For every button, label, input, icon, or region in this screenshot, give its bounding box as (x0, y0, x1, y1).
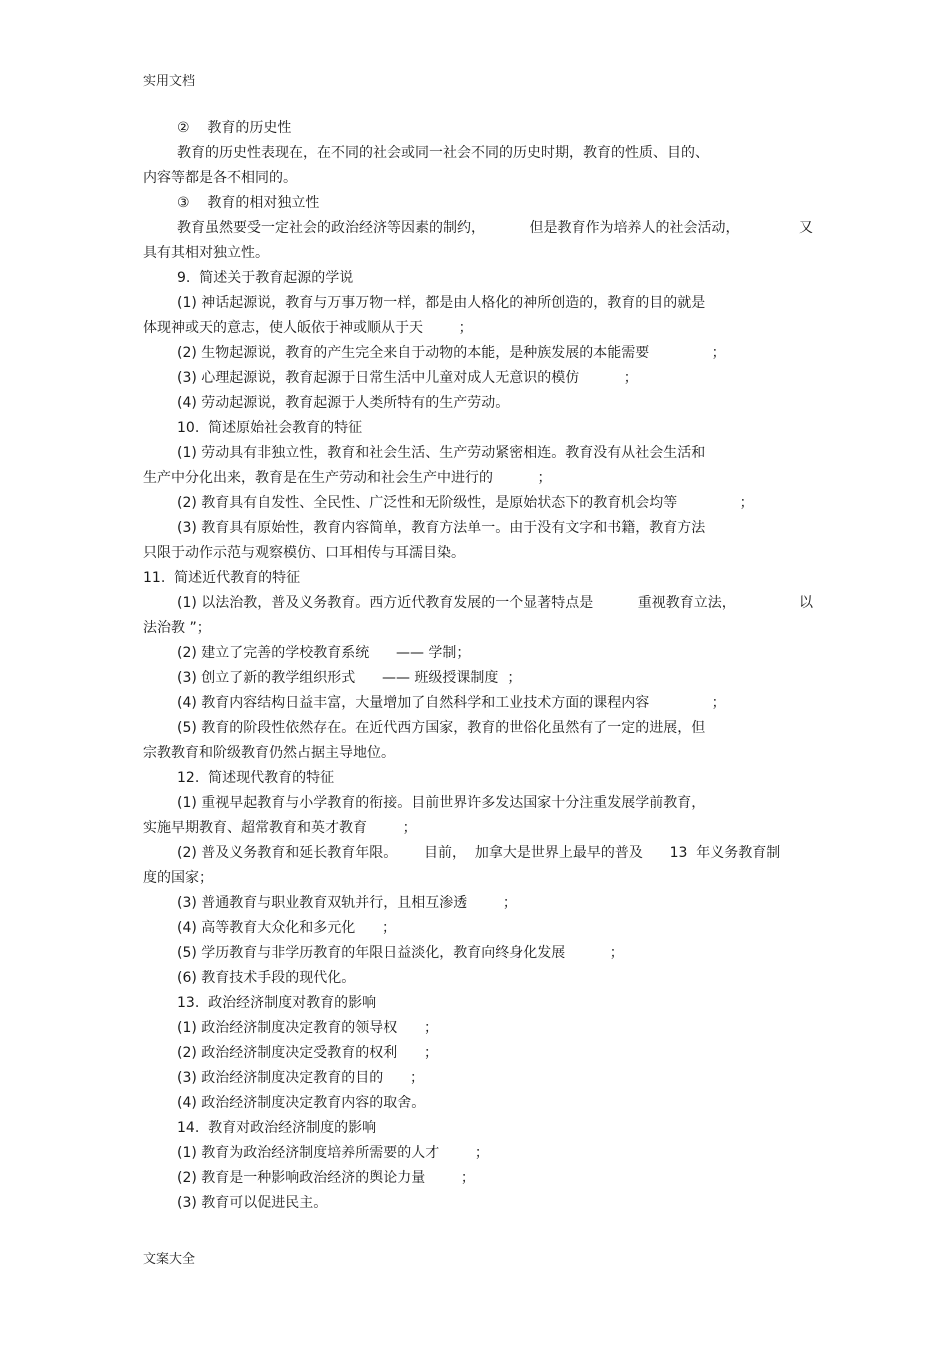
text-line: (2) 生物起源说，教育的产生完全来自于动物的本能，是种族发展的本能需要 ； (177, 345, 726, 361)
text-line-main: 教育虽然要受一定社会的政治经济等因素的制约， 但是教育作为培养人的社会活动， (177, 220, 740, 236)
text-line (143, 591, 813, 616)
text-line: (2) 政治经济制度决定受教育的权利 ； (177, 1045, 438, 1061)
page-footer: 文案大全 (143, 1252, 196, 1267)
text-line: 14. 教育对政治经济制度的影响 (177, 1120, 377, 1136)
text-line: 宗教教育和阶级教育仍然占据主导地位。 (143, 745, 395, 761)
text-line-tail: 又 (799, 220, 813, 236)
text-line: 12. 简述现代教育的特征 (177, 770, 335, 786)
text-line-main: (1) 以法治教，普及义务教育。西方近代教育发展的一个显著特点是 重视教育立法， (177, 595, 736, 611)
text-line: ② 教育的历史性 (177, 120, 292, 136)
text-line: (3) 创立了新的教学组织形式 —— 班级授课制度 ； (177, 670, 522, 686)
text-line: (2) 建立了完善的学校教育系统 —— 学制； (177, 645, 471, 661)
text-line: (2) 普及义务教育和延长教育年限。 目前， 加拿大是世界上最早的普及 13 年义务教育制 (177, 845, 781, 861)
text-line: (1) 政治经济制度决定教育的领导权 ； (177, 1020, 438, 1036)
text-line: 13. 政治经济制度对教育的影响 (177, 995, 377, 1011)
text-line: (4) 高等教育大众化和多元化 ； (177, 920, 396, 936)
text-line: (5) 教育的阶段性依然存在。在近代西方国家，教育的世俗化虽然有了一定的进展，但 (177, 720, 706, 736)
text-line: (1) 教育为政治经济制度培养所需要的人才 ； (177, 1145, 489, 1161)
text-line: (3) 普通教育与职业教育双轨并行，且相互渗透 ； (177, 895, 517, 911)
document-body (143, 116, 813, 1216)
text-line: (3) 政治经济制度决定教育的目的 ； (177, 1070, 424, 1086)
text-line: 度的国家； (143, 870, 213, 886)
text-line: 9. 简述关于教育起源的学说 (177, 270, 354, 286)
text-line: (3) 心理起源说，教育起源于日常生活中儿童对成人无意识的模仿 ； (177, 370, 638, 386)
text-line: (4) 教育内容结构日益丰富，大量增加了自然科学和工业技术方面的课程内容 ； (177, 695, 726, 711)
text-line: (1) 重视早起教育与小学教育的衔接。目前世界许多发达国家十分注重发展学前教育， (177, 795, 706, 811)
text-line: 11. 简述近代教育的特征 (143, 570, 301, 586)
text-line: (6) 教育技术手段的现代化。 (177, 970, 356, 986)
text-line: 内容等都是各不相同的。 (143, 170, 297, 186)
text-line: 法治教 ”； (143, 620, 211, 636)
text-line: ③ 教育的相对独立性 (177, 195, 320, 211)
text-line: (2) 教育具有自发性、全民性、广泛性和无阶级性，是原始状态下的教育机会均等 ； (177, 495, 754, 511)
text-line: 实施早期教育、超常教育和英才教育 ； (143, 820, 417, 836)
text-line: (4) 政治经济制度决定教育内容的取舍。 (177, 1095, 426, 1111)
text-line: 只限于动作示范与观察模仿、口耳相传与耳濡目染。 (143, 545, 465, 561)
text-line: (3) 教育可以促进民主。 (177, 1195, 328, 1211)
text-line: 具有其相对独立性。 (143, 245, 269, 261)
text-line (143, 216, 813, 241)
text-line: (4) 劳动起源说，教育起源于人类所特有的生产劳动。 (177, 395, 510, 411)
text-line: 体现神或天的意志，使人皈依于神或顺从于天 ； (143, 320, 473, 336)
text-line-tail: 以 (799, 595, 813, 611)
text-line: (3) 教育具有原始性，教育内容简单，教育方法单一。由于没有文字和书籍，教育方法 (177, 520, 706, 536)
text-line: 生产中分化出来，教育是在生产劳动和社会生产中进行的 ； (143, 470, 552, 486)
text-line: (1) 神话起源说，教育与万事万物一样，都是由人格化的神所创造的，教育的目的就是 (177, 295, 706, 311)
text-line: (2) 教育是一种影响政治经济的舆论力量 ； (177, 1170, 475, 1186)
text-line: 10. 简述原始社会教育的特征 (177, 420, 363, 436)
page-header: 实用文档 (143, 74, 196, 89)
text-line: 教育的历史性表现在，在不同的社会或同一社会不同的历史时期，教育的性质、目的、 (177, 145, 709, 161)
text-line: (5) 学历教育与非学历教育的年限日益淡化，教育向终身化发展 ； (177, 945, 624, 961)
text-line: (1) 劳动具有非独立性，教育和社会生活、生产劳动紧密相连。教育没有从社会生活和 (177, 445, 706, 461)
